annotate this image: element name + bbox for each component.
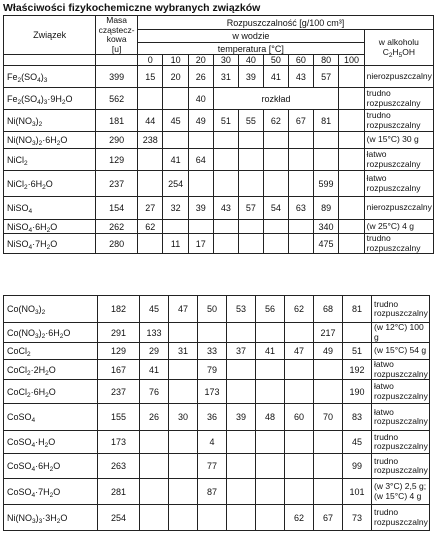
compound-name: $Ni(NO_3)_2\cdot 6H_2O$ bbox=[4, 132, 96, 149]
value-cell: 41 bbox=[256, 343, 285, 360]
value-cell bbox=[288, 132, 313, 149]
value-cell: 4 bbox=[198, 431, 227, 454]
value-cell: 62 bbox=[285, 505, 314, 531]
value-cell bbox=[140, 479, 169, 505]
value-cell: 49 bbox=[188, 110, 213, 132]
value-cell bbox=[198, 323, 227, 343]
header-temp-10: 10 bbox=[163, 55, 188, 66]
value-cell bbox=[138, 149, 163, 171]
compound-name: $CoCl_2\cdot 2H_2O$ bbox=[4, 360, 98, 380]
value-cell bbox=[256, 360, 285, 380]
value-cell bbox=[227, 323, 256, 343]
value-cell: 77 bbox=[198, 454, 227, 479]
value-cell: 11 bbox=[163, 234, 188, 254]
alcohol-solubility: trudno rozpuszczalny bbox=[364, 234, 433, 254]
table-row bbox=[4, 404, 430, 431]
table-row bbox=[4, 343, 430, 360]
value-cell bbox=[227, 380, 256, 404]
header-alcohol: w alkoholu $C_2H_5OH$ bbox=[364, 30, 433, 66]
value-cell bbox=[169, 505, 198, 531]
value-cell bbox=[140, 431, 169, 454]
value-cell: 39 bbox=[188, 197, 213, 220]
value-cell: 70 bbox=[314, 404, 343, 431]
value-cell bbox=[213, 234, 238, 254]
molar-mass: 182 bbox=[98, 296, 140, 323]
molar-mass: 291 bbox=[98, 323, 140, 343]
header-temp-80: 80 bbox=[313, 55, 338, 66]
compound-name: $Fe_2(SO_4)_3$ bbox=[4, 66, 96, 88]
alcohol-solubility: (w 15°C) 30 g bbox=[364, 132, 433, 149]
value-cell: 76 bbox=[140, 380, 169, 404]
value-cell bbox=[238, 220, 263, 234]
value-cell: 89 bbox=[313, 197, 338, 220]
value-cell: 62 bbox=[285, 296, 314, 323]
table-row bbox=[4, 220, 434, 234]
value-cell bbox=[263, 220, 288, 234]
value-cell: 217 bbox=[314, 323, 343, 343]
compound-name: $Co(NO_3)_2\cdot 6H_2O$ bbox=[4, 323, 98, 343]
table-row bbox=[4, 197, 434, 220]
alcohol-solubility: łatwo rozpuszczalny bbox=[372, 404, 430, 431]
table-row bbox=[4, 380, 430, 404]
compound-name: CoCl$_2$ bbox=[4, 343, 98, 360]
molar-mass: 280 bbox=[96, 234, 138, 254]
value-cell: 45 bbox=[140, 296, 169, 323]
value-cell: 17 bbox=[188, 234, 213, 254]
value-cell: 27 bbox=[138, 197, 163, 220]
table-row bbox=[4, 505, 430, 531]
alcohol-solubility: trudno rozpuszczalny bbox=[372, 454, 430, 479]
value-cell bbox=[288, 171, 313, 197]
value-cell: 67 bbox=[314, 505, 343, 531]
alcohol-solubility: łatwo rozpuszczalny bbox=[372, 360, 430, 380]
solubility-table-2 bbox=[3, 295, 430, 531]
value-cell: 87 bbox=[198, 479, 227, 505]
compound-name: CoSO$_4$ bbox=[4, 404, 98, 431]
value-cell: 43 bbox=[213, 197, 238, 220]
compound-name: $NiCl_2\cdot 6H_2O$ bbox=[4, 171, 96, 197]
compound-name: $Ni(NO_3)_2$ bbox=[4, 110, 96, 132]
value-cell bbox=[163, 88, 188, 110]
value-cell: 54 bbox=[263, 197, 288, 220]
value-cell: 26 bbox=[188, 66, 213, 88]
alcohol-solubility: łatwo rozpuszczalny bbox=[372, 380, 430, 404]
molar-mass: 254 bbox=[98, 505, 140, 531]
value-cell: 599 bbox=[313, 171, 338, 197]
value-cell bbox=[213, 220, 238, 234]
value-cell bbox=[138, 234, 163, 254]
table-row bbox=[4, 149, 434, 171]
header-temp-50: 50 bbox=[263, 55, 288, 66]
value-cell bbox=[213, 171, 238, 197]
value-cell bbox=[138, 88, 163, 110]
value-cell bbox=[314, 454, 343, 479]
alcohol-solubility: łatwo rozpuszczalny bbox=[364, 171, 433, 197]
molar-mass: 173 bbox=[98, 431, 140, 454]
value-cell: 40 bbox=[188, 88, 213, 110]
alcohol-solubility: nierozpuszczalny bbox=[364, 197, 433, 220]
value-cell bbox=[138, 171, 163, 197]
value-cell: 340 bbox=[313, 220, 338, 234]
value-cell bbox=[285, 360, 314, 380]
value-cell: 101 bbox=[343, 479, 372, 505]
value-cell bbox=[169, 323, 198, 343]
value-cell: 173 bbox=[198, 380, 227, 404]
value-cell bbox=[343, 323, 372, 343]
value-cell bbox=[314, 479, 343, 505]
value-cell: 73 bbox=[343, 505, 372, 531]
value-cell: 26 bbox=[140, 404, 169, 431]
value-cell: 20 bbox=[163, 66, 188, 88]
value-cell: 47 bbox=[285, 343, 314, 360]
value-cell: 53 bbox=[227, 296, 256, 323]
value-cell bbox=[288, 220, 313, 234]
value-cell: 238 bbox=[138, 132, 163, 149]
value-cell bbox=[285, 454, 314, 479]
value-cell: 32 bbox=[163, 197, 188, 220]
table-row bbox=[4, 479, 430, 505]
value-cell: 41 bbox=[163, 149, 188, 171]
table-row bbox=[4, 110, 434, 132]
table-row bbox=[4, 323, 430, 343]
alcohol-solubility: trudno rozpuszczalny bbox=[372, 505, 430, 531]
value-cell: 44 bbox=[138, 110, 163, 132]
value-cell bbox=[263, 171, 288, 197]
value-cell bbox=[313, 149, 338, 171]
molar-mass: 129 bbox=[98, 343, 140, 360]
compound-name: $CoSO_4\cdot 7H_2O$ bbox=[4, 479, 98, 505]
alcohol-solubility: (w 15°C) 54 g bbox=[372, 343, 430, 360]
header-temp-30: 30 bbox=[213, 55, 238, 66]
value-cell bbox=[163, 220, 188, 234]
compound-name: $Fe_2(SO_4)_3\cdot 9H_2O$ bbox=[4, 88, 96, 110]
value-cell bbox=[188, 171, 213, 197]
molar-mass: 181 bbox=[96, 110, 138, 132]
value-cell: 31 bbox=[169, 343, 198, 360]
value-cell bbox=[285, 479, 314, 505]
value-cell bbox=[238, 171, 263, 197]
alcohol-solubility: nierozpuszczalny bbox=[364, 66, 433, 88]
compound-name: $Co(NO_3)_2$ bbox=[4, 296, 98, 323]
alcohol-solubility: trudno rozpuszczalny bbox=[364, 88, 433, 110]
value-cell: 39 bbox=[227, 404, 256, 431]
molar-mass: 154 bbox=[96, 197, 138, 220]
value-cell bbox=[339, 110, 364, 132]
value-cell: 39 bbox=[238, 66, 263, 88]
value-cell bbox=[263, 132, 288, 149]
value-cell bbox=[314, 380, 343, 404]
value-cell: 51 bbox=[343, 343, 372, 360]
value-cell: 31 bbox=[213, 66, 238, 88]
alcohol-solubility: (w 12°C) 100 g bbox=[372, 323, 430, 343]
value-cell bbox=[213, 132, 238, 149]
value-cell: 60 bbox=[285, 404, 314, 431]
alcohol-solubility: (w 25°C) 4 g bbox=[364, 220, 433, 234]
molar-mass: 281 bbox=[98, 479, 140, 505]
value-cell bbox=[227, 454, 256, 479]
value-cell: 55 bbox=[238, 110, 263, 132]
table-row bbox=[4, 132, 434, 149]
value-cell bbox=[339, 171, 364, 197]
table-row bbox=[4, 454, 430, 479]
header-temp-60: 60 bbox=[288, 55, 313, 66]
value-cell bbox=[256, 431, 285, 454]
molar-mass: 167 bbox=[98, 360, 140, 380]
value-cell bbox=[188, 132, 213, 149]
value-cell bbox=[227, 431, 256, 454]
compound-name: $CoSO_4\cdot H_2O$ bbox=[4, 431, 98, 454]
value-cell: 51 bbox=[213, 110, 238, 132]
value-cell bbox=[238, 132, 263, 149]
compound-name: $NiSO_4\cdot 7H_2O$ bbox=[4, 234, 96, 254]
value-cell bbox=[140, 454, 169, 479]
value-cell: 254 bbox=[163, 171, 188, 197]
value-cell: 45 bbox=[163, 110, 188, 132]
value-cell bbox=[227, 479, 256, 505]
header-temperature: temperatura [°C] bbox=[138, 43, 365, 55]
value-cell: 36 bbox=[198, 404, 227, 431]
value-cell: 81 bbox=[343, 296, 372, 323]
table-row bbox=[4, 234, 434, 254]
value-cell: 57 bbox=[238, 197, 263, 220]
header-water: w wodzie bbox=[138, 30, 365, 43]
value-cell: 190 bbox=[343, 380, 372, 404]
value-cell bbox=[288, 234, 313, 254]
value-cell: 33 bbox=[198, 343, 227, 360]
value-cell: 37 bbox=[227, 343, 256, 360]
value-cell: 47 bbox=[169, 296, 198, 323]
value-cell bbox=[169, 360, 198, 380]
value-cell bbox=[238, 149, 263, 171]
value-cell bbox=[256, 323, 285, 343]
value-cell bbox=[198, 505, 227, 531]
value-cell: 64 bbox=[188, 149, 213, 171]
header-temp-0: 0 bbox=[138, 55, 163, 66]
page-title: Właściwości fizykochemiczne wybranych związków bbox=[3, 2, 261, 14]
header-compound: Związek bbox=[4, 16, 96, 55]
value-cell bbox=[169, 454, 198, 479]
alcohol-solubility: trudno rozpuszczalny bbox=[372, 296, 430, 323]
value-cell bbox=[256, 454, 285, 479]
table-row bbox=[4, 171, 434, 197]
value-cell bbox=[227, 505, 256, 531]
compound-name: $CoCl_2\cdot 6H_2O$ bbox=[4, 380, 98, 404]
value-cell: 29 bbox=[140, 343, 169, 360]
compound-name: $NiSO_4\cdot 6H_2O$ bbox=[4, 220, 96, 234]
value-cell bbox=[188, 220, 213, 234]
value-cell bbox=[339, 220, 364, 234]
value-cell bbox=[339, 149, 364, 171]
value-cell bbox=[339, 197, 364, 220]
alcohol-solubility: trudno rozpuszczalny bbox=[364, 110, 433, 132]
table-row bbox=[4, 431, 430, 454]
header-temp-100: 100 bbox=[339, 55, 364, 66]
molar-mass: 399 bbox=[96, 66, 138, 88]
value-cell: 63 bbox=[288, 197, 313, 220]
value-cell bbox=[213, 149, 238, 171]
value-cell: 50 bbox=[198, 296, 227, 323]
value-cell bbox=[163, 132, 188, 149]
molar-mass: 562 bbox=[96, 88, 138, 110]
value-cell bbox=[169, 479, 198, 505]
value-cell bbox=[140, 505, 169, 531]
compound-name: NiSO$_4$ bbox=[4, 197, 96, 220]
value-cell bbox=[169, 380, 198, 404]
value-cell: 81 bbox=[313, 110, 338, 132]
value-cell: 67 bbox=[288, 110, 313, 132]
value-cell: 192 bbox=[343, 360, 372, 380]
value-cell bbox=[256, 505, 285, 531]
header-solubility: Rozpuszczalność [g/100 cm³] bbox=[138, 16, 434, 30]
compound-name: $Ni(NO_3)_3\cdot 3H_2O$ bbox=[4, 505, 98, 531]
header-blank bbox=[4, 55, 96, 66]
value-cell bbox=[169, 431, 198, 454]
molar-mass: 290 bbox=[96, 132, 138, 149]
value-cell bbox=[339, 132, 364, 149]
value-cell: 79 bbox=[198, 360, 227, 380]
value-cell: 30 bbox=[169, 404, 198, 431]
value-cell: 43 bbox=[288, 66, 313, 88]
header-temp-40: 40 bbox=[238, 55, 263, 66]
molar-mass: 129 bbox=[96, 149, 138, 171]
alcohol-solubility: łatwo rozpuszczalny bbox=[364, 149, 433, 171]
table-row bbox=[4, 296, 430, 323]
value-cell bbox=[256, 479, 285, 505]
value-cell bbox=[339, 234, 364, 254]
value-cell bbox=[263, 234, 288, 254]
value-cell bbox=[339, 66, 364, 88]
value-cell: 45 bbox=[343, 431, 372, 454]
value-cell: 475 bbox=[313, 234, 338, 254]
value-cell bbox=[256, 380, 285, 404]
value-cell bbox=[285, 323, 314, 343]
solubility-table-1 bbox=[3, 15, 434, 254]
value-cell: 48 bbox=[256, 404, 285, 431]
header-blank bbox=[96, 55, 138, 66]
value-cell: 68 bbox=[314, 296, 343, 323]
molar-mass: 237 bbox=[98, 380, 140, 404]
value-cell: 49 bbox=[314, 343, 343, 360]
value-cell: 62 bbox=[263, 110, 288, 132]
alcohol-solubility: trudno rozpuszczalny bbox=[372, 431, 430, 454]
molar-mass: 237 bbox=[96, 171, 138, 197]
value-cell: 15 bbox=[138, 66, 163, 88]
compound-name: $CoSO_4\cdot 6H_2O$ bbox=[4, 454, 98, 479]
value-cell: 83 bbox=[343, 404, 372, 431]
alcohol-solubility: (w 3°C) 2,5 g; (w 15°C) 4 g bbox=[372, 479, 430, 505]
value-cell bbox=[285, 380, 314, 404]
value-cell bbox=[238, 234, 263, 254]
header-mass: Masa cząstecz- kowa [u] bbox=[96, 16, 138, 55]
table-row bbox=[4, 360, 430, 380]
molar-mass: 263 bbox=[98, 454, 140, 479]
value-cell bbox=[285, 431, 314, 454]
header-temp-20: 20 bbox=[188, 55, 213, 66]
value-cell: 133 bbox=[140, 323, 169, 343]
value-cell bbox=[339, 88, 364, 110]
table-row bbox=[4, 66, 434, 88]
value-cell: 56 bbox=[256, 296, 285, 323]
value-cell: 62 bbox=[138, 220, 163, 234]
table-row bbox=[4, 88, 434, 110]
value-cell bbox=[263, 149, 288, 171]
value-cell: 99 bbox=[343, 454, 372, 479]
molar-mass: 262 bbox=[96, 220, 138, 234]
value-cell: 57 bbox=[313, 66, 338, 88]
value-cell bbox=[314, 431, 343, 454]
decomposition-note: rozkład bbox=[213, 88, 338, 110]
value-cell: 41 bbox=[140, 360, 169, 380]
value-cell: 41 bbox=[263, 66, 288, 88]
value-cell bbox=[227, 360, 256, 380]
value-cell bbox=[314, 360, 343, 380]
molar-mass: 155 bbox=[98, 404, 140, 431]
value-cell bbox=[313, 132, 338, 149]
value-cell bbox=[288, 149, 313, 171]
compound-name: NiCl$_2$ bbox=[4, 149, 96, 171]
